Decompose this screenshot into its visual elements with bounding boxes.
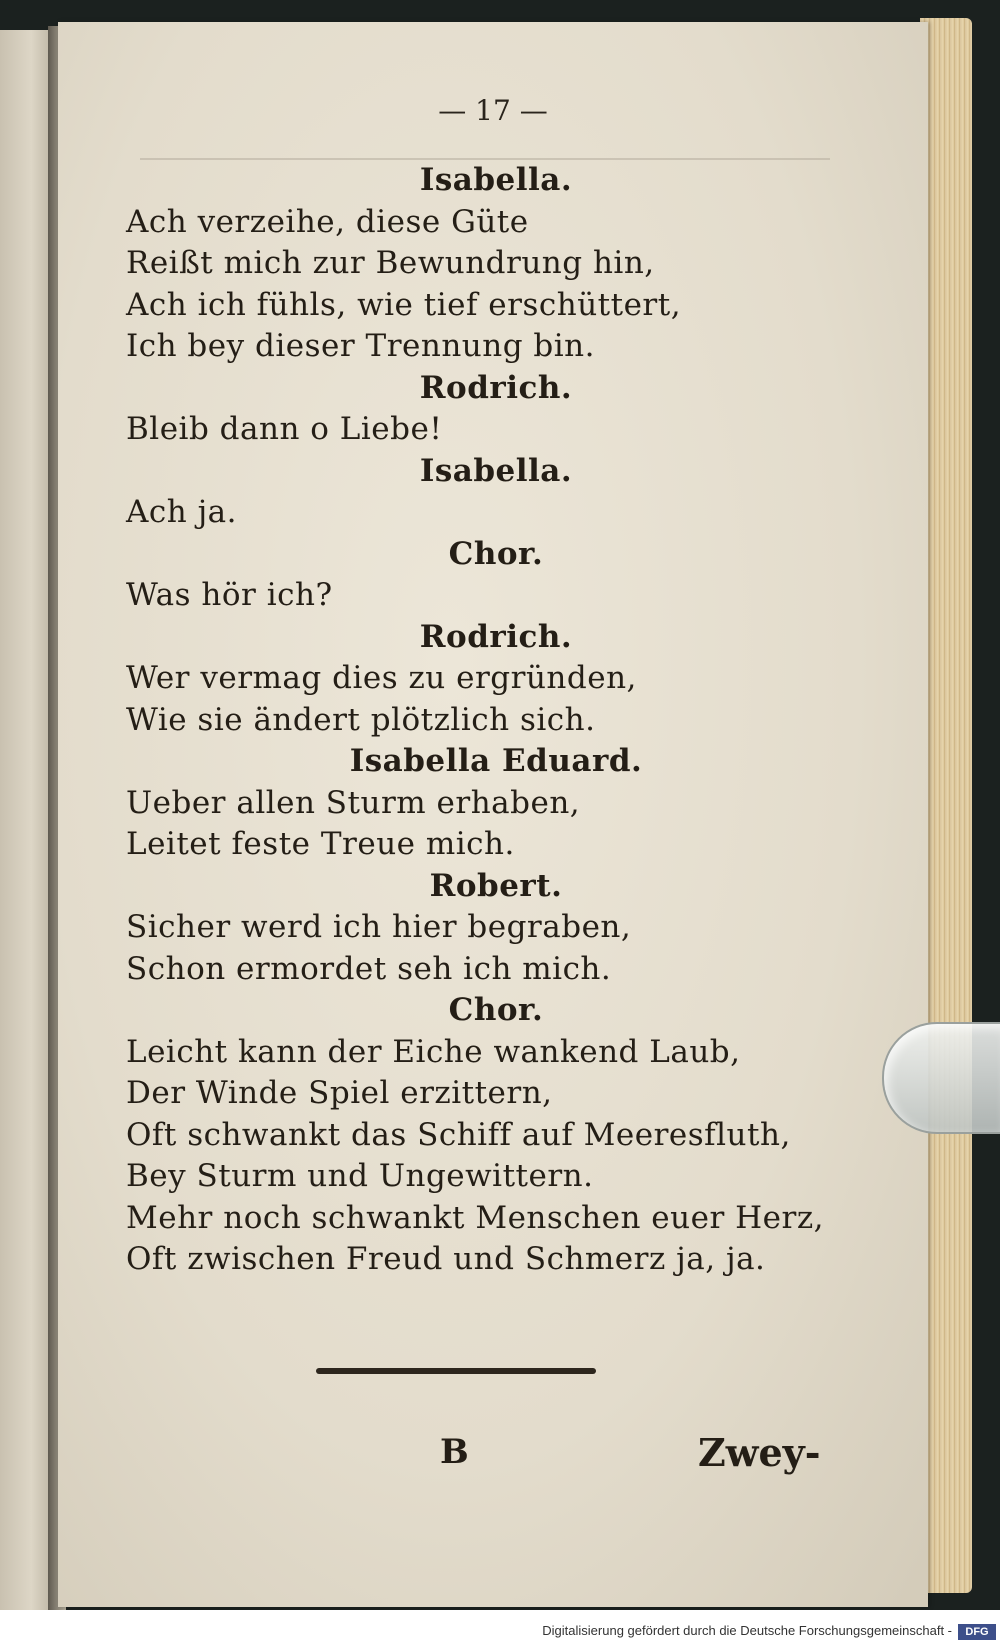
book-page <box>58 22 928 1607</box>
footer-bar <box>0 1610 1000 1650</box>
verse-line: Was hör ich? <box>126 577 333 613</box>
page-number: — 17 — <box>438 94 548 127</box>
catchword: Zwey- <box>698 1430 821 1475</box>
text-block <box>126 160 866 1281</box>
verse-line: Der Winde Spiel erzittern, <box>126 1075 553 1111</box>
verse-line: Leicht kann der Eiche wankend Laub, <box>126 1033 741 1070</box>
verse-line: Ach ja. <box>126 494 238 530</box>
verse-line: Wer vermag dies zu ergründen, <box>126 660 637 696</box>
verse-line: Mehr noch schwankt Menschen euer Herz, <box>126 1199 825 1236</box>
speaker-name: Chor. <box>448 992 544 1028</box>
verse-line: Oft schwankt das Schiff auf Meeresfluth, <box>126 1116 791 1153</box>
verse-line: Ich bey dieser Trennung bin. <box>126 328 595 364</box>
speaker-name: Isabella Eduard. <box>349 743 643 779</box>
verse-line: Sicher werd ich hier begraben, <box>126 909 632 945</box>
verse-line: Ach verzeihe, diese Güte <box>126 203 529 240</box>
footer-credit: Digitalisierung gefördert durch die Deutsche Forschungsgemeinschaft - <box>542 1623 952 1638</box>
verse-line: Wie sie ändert plötzlich sich. <box>126 701 596 738</box>
dfg-logo: DFG <box>958 1624 996 1640</box>
verse-line: Reißt mich zur Bewundrung hin, <box>126 245 655 281</box>
facing-page-edge <box>0 30 52 1610</box>
speaker-name: Isabella. <box>419 452 573 489</box>
verse-line: Ueber allen Sturm erhaben, <box>126 784 581 821</box>
page-clip <box>882 1022 1000 1134</box>
signature-mark: B <box>440 1432 469 1472</box>
speaker-name: Isabella. <box>419 162 573 198</box>
speaker-name: Rodrich. <box>419 618 573 655</box>
verse-line: Leitet feste Treue mich. <box>126 826 515 862</box>
verse-line: Bleib dann o Liebe! <box>126 411 443 447</box>
verse-line: Schon ermordet seh ich mich. <box>126 950 612 987</box>
speaker-name: Rodrich. <box>419 369 573 406</box>
verse-line: Oft zwischen Freud und Schmerz ja, ja. <box>126 1241 766 1277</box>
speaker-name: Chor. <box>448 535 544 572</box>
end-ornament-rule <box>316 1368 596 1374</box>
verse-line: Ach ich fühls, wie tief erschüttert, <box>126 286 682 323</box>
verse-line: Bey Sturm und Ungewittern. <box>126 1158 594 1194</box>
speaker-name: Robert. <box>429 867 563 904</box>
